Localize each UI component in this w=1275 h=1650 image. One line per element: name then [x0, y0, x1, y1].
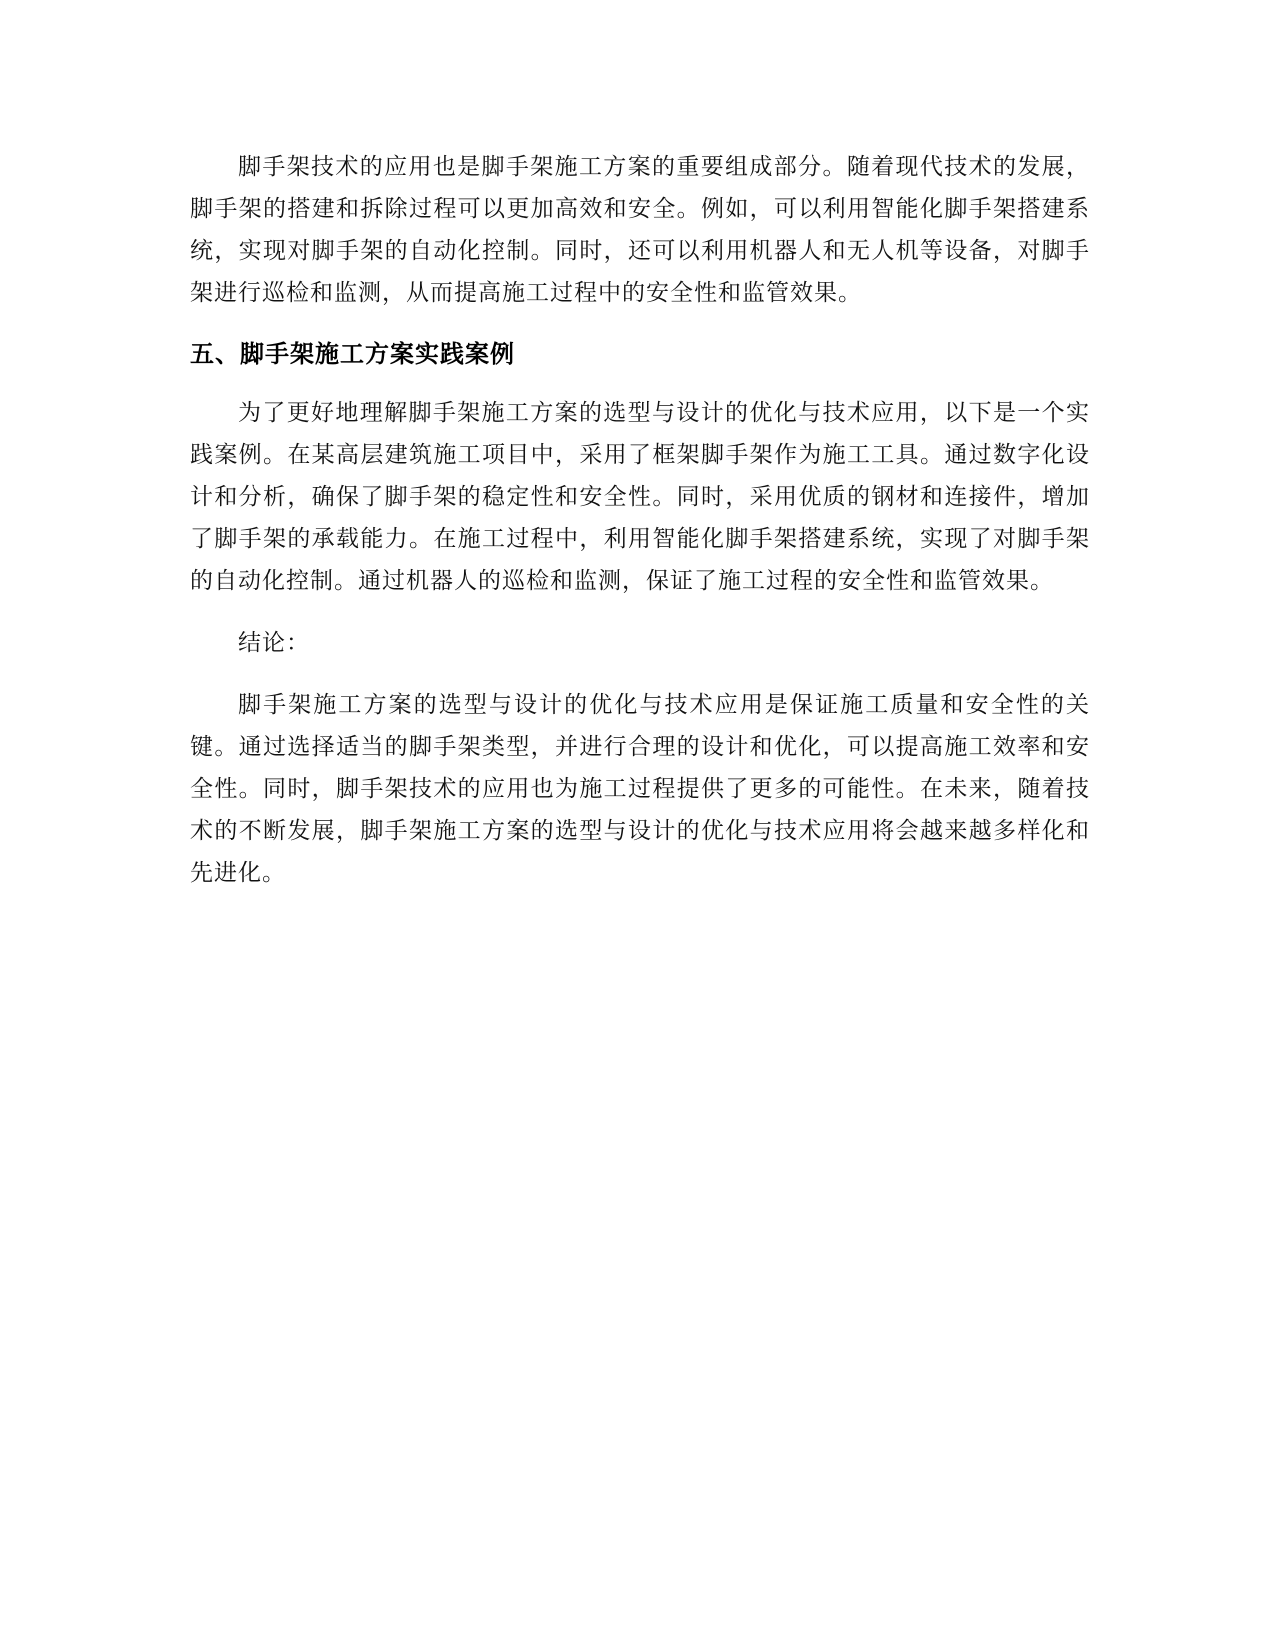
paragraph-conclusion: 脚手架施工方案的选型与设计的优化与技术应用是保证施工质量和安全性的关键。通过选择适当的脚手架类型，并进行合理的设计和优化，可以提高施工效率和安全性。同时，脚手架技术的应用也为施工过程提供了更多的可能性。在未来，随着技术的不断发展，脚手架施工方案的选型与设计的优化与技术应用将会越来越多样化和先进化。 [190, 692, 1090, 886]
document-body [190, 146, 1090, 894]
paragraph-technology-application: 脚手架技术的应用也是脚手架施工方案的重要组成部分。随着现代技术的发展，脚手架的搭建和拆除过程可以更加高效和安全。例如，可以利用智能化脚手架搭建系统，实现对脚手架的自动化控制。同时，还可以利用机器人和无人机等设备，对脚手架进行巡检和监测，从而提高施工过程中的安全性和监管效果。 [190, 154, 1090, 306]
paragraph-practice-case: 为了更好地理解脚手架施工方案的选型与设计的优化与技术应用，以下是一个实践案例。在某高层建筑施工项目中，采用了框架脚手架作为施工工具。通过数字化设计和分析，确保了脚手架的稳定性和安全性。同时，采用优质的钢材和连接件，增加了脚手架的承载能力。在施工过程中，利用智能化脚手架搭建系统，实现了对脚手架的自动化控制。通过机器人的巡检和监测，保证了施工过程的安全性和监管效果。 [190, 400, 1090, 594]
conclusion-label: 结论： [238, 630, 310, 656]
section-heading: 五、脚手架施工方案实践案例 [190, 340, 515, 368]
